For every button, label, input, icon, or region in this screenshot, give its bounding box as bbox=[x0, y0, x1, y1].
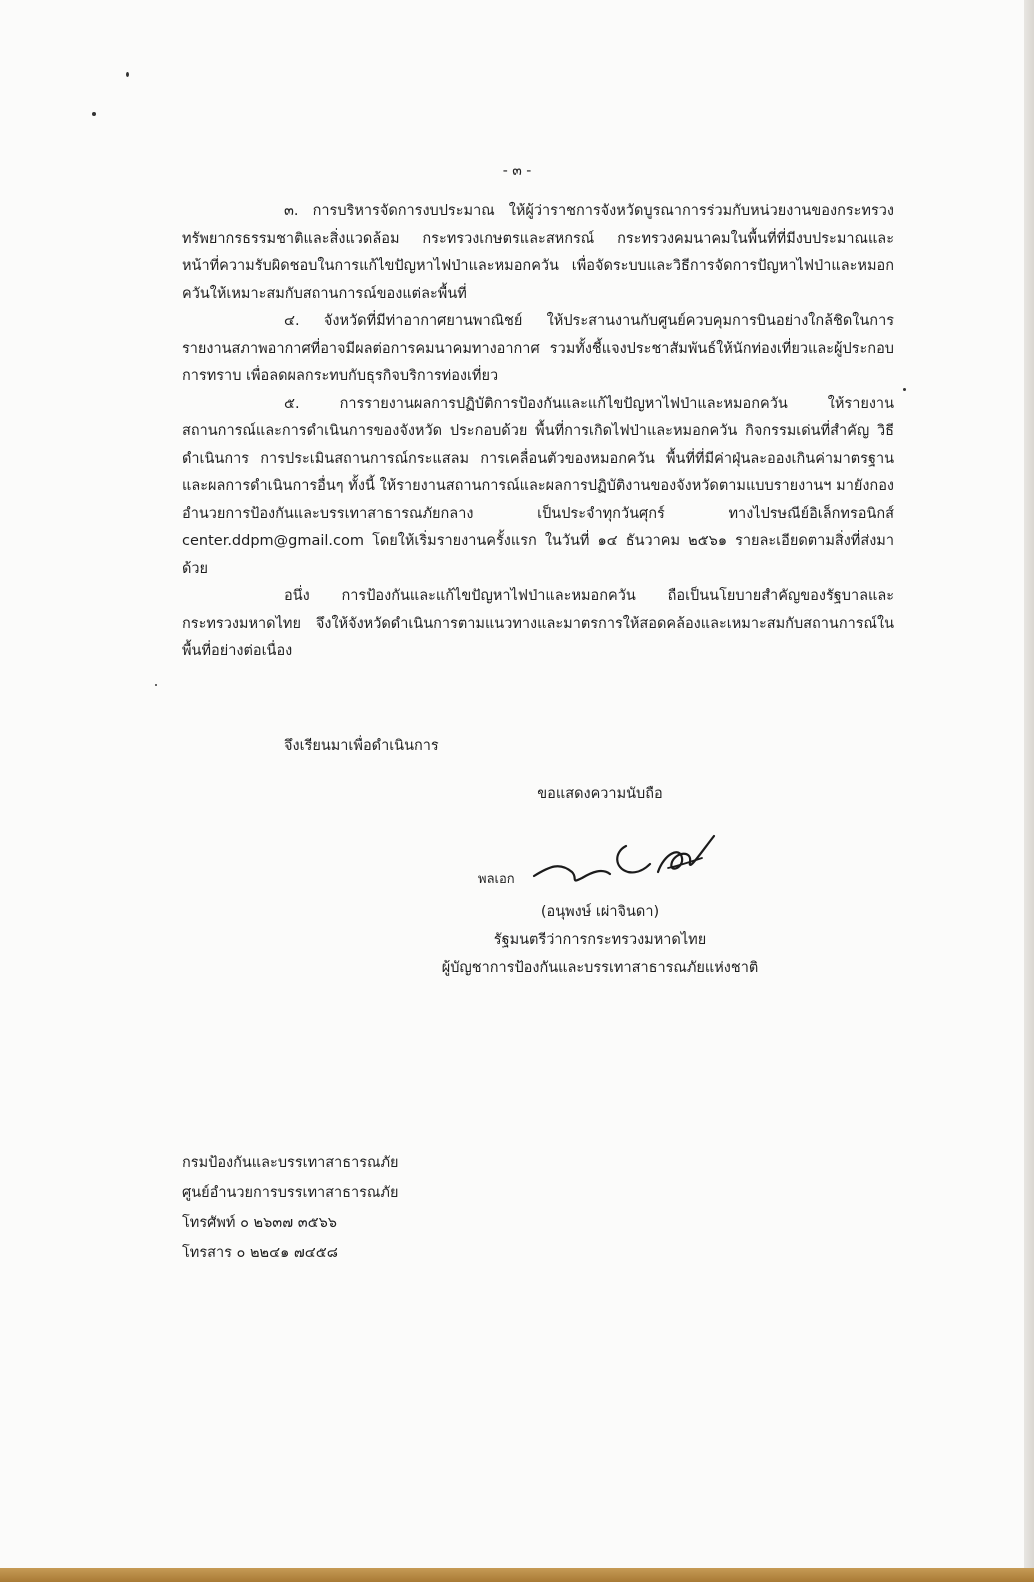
scan-speck bbox=[126, 72, 129, 77]
footer-center: ศูนย์อำนวยการบรรเทาสาธารณภัย bbox=[182, 1185, 399, 1201]
footer-phone: โทรศัพท์ ๐ ๒๖๓๗ ๓๕๖๖ bbox=[182, 1215, 338, 1231]
paragraph-reporting: ๕. การรายงานผลการปฏิบัติการป้องกันและแก้ไขปัญหาไฟป่าและหมอกควัน ให้รายงานสถานการณ์และการดำเนินการของจังหวัด ประกอบด้วย พื้นที่การเกิดไฟป่าและหมอกควัน กิจกรรมเด่นที่สำคัญ วิธีดำเนินการ การประเมินสถานการณ์กระแสลม การเคลื่อนตัวของหมอกควัน พื้นที่ที่มีค่าฝุ่นละอองเกินค่ามาตรฐาน และผลการดำเนินการอื่นๆ ทั้งนี้ ให้รายงานสถานการณ์และผลการปฏิบัติงานของจังหวัดตามแบบรายงานฯ มายังกองอำนวยการป้องกันและบรรเทาสาธารณภัยกลาง เป็นประจำทุกวันศุกร์ ทางไปรษณีย์อิเล็กทรอนิกส์ center.ddpm@gmail.com โดยให้เริ่มรายงานครั้งแรก ในวันที่ ๑๔ ธันวาคม ๒๕๖๑ รายละเอียดตามสิ่งที่ส่งมาด้วย bbox=[182, 395, 894, 577]
scan-speck bbox=[92, 112, 96, 116]
footer-contact bbox=[182, 1148, 399, 1268]
rank-label: พลเอก bbox=[478, 872, 515, 887]
desk-surface bbox=[0, 1568, 1034, 1582]
handwritten-signature bbox=[530, 832, 720, 892]
page-number: - ๓ - bbox=[502, 163, 532, 179]
page-edge bbox=[1024, 0, 1034, 1582]
signatory-title: รัฐมนตรีว่าการกระทรวงมหาดไทย bbox=[493, 932, 707, 948]
scan-speck bbox=[903, 388, 906, 391]
closing-line: จึงเรียนมาเพื่อดำเนินการ bbox=[284, 738, 439, 754]
footer-fax: โทรสาร ๐ ๒๒๔๑ ๗๔๕๘ bbox=[182, 1245, 338, 1261]
paragraph-budget: ๓. การบริหารจัดการงบประมาณ ให้ผู้ว่าราชการจังหวัดบูรณาการร่วมกับหน่วยงานของกระทรวงทรัพยากรธรรมชาติและสิ่งแวดล้อม กระทรวงเกษตรและสหกรณ์ กระทรวงคมนาคมในพื้นที่ที่มีงบประมาณและหน้าที่ความรับผิดชอบในการแก้ไขปัญหาไฟป่าและหมอกควัน เพื่อจัดระบบและวิธีการจัดการปัญหาไฟป่าและหมอกควันให้เหมาะสมกับสถานการณ์ของแต่ละพื้นที่ bbox=[182, 203, 894, 302]
signatory-name: (อนุพงษ์ เผ่าจินดา) bbox=[540, 904, 660, 920]
paragraph-airport: ๔. จังหวัดที่มีท่าอากาศยานพาณิชย์ ให้ประสานงานกับศูนย์ควบคุมการบินอย่างใกล้ชิดในการรายงานสภาพอากาศที่อาจมีผลต่อการคมนาคมทางอากาศ รวมทั้งชี้แจงประชาสัมพันธ์ให้นักท่องเที่ยวและผู้ประกอบการทราบ เพื่อลดผลกระทบกับธุรกิจบริการท่องเที่ยว bbox=[182, 313, 894, 384]
paragraph-policy: อนึ่ง การป้องกันและแก้ไขปัญหาไฟป่าและหมอกควัน ถือเป็นนโยบายสำคัญของรัฐบาลและกระทรวงมหาดไทย จึงให้จังหวัดดำเนินการตามแนวทางและมาตรการให้สอดคล้องและเหมาะสมกับสถานการณ์ในพื้นที่อย่างต่อเนื่อง bbox=[182, 588, 894, 659]
footer-department: กรมป้องกันและบรรเทาสาธารณภัย bbox=[182, 1155, 399, 1171]
scan-speck bbox=[155, 684, 157, 686]
letter-body bbox=[182, 198, 894, 666]
regards-text: ขอแสดงความนับถือ bbox=[537, 786, 663, 802]
signatory-role: ผู้บัญชาการป้องกันและบรรเทาสาธารณภัยแห่งชาติ bbox=[441, 960, 759, 976]
